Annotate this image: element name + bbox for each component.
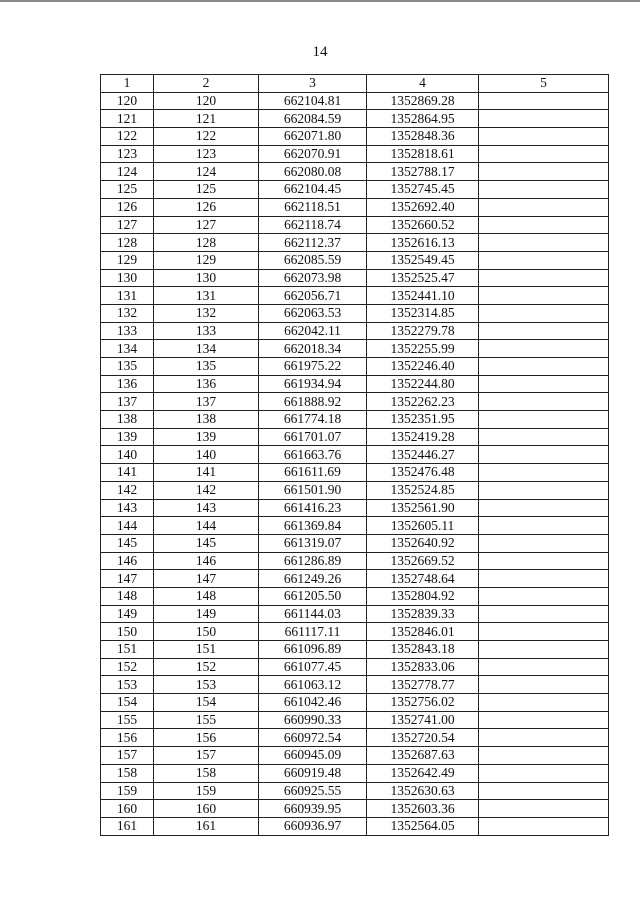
table-cell: 132 (101, 304, 154, 322)
table-row (101, 128, 609, 146)
table-cell (479, 499, 609, 517)
table-row (101, 782, 609, 800)
table-cell: 155 (154, 711, 259, 729)
table-row (101, 163, 609, 181)
table-row (101, 623, 609, 641)
coordinates-table (100, 74, 609, 836)
table-cell: 149 (154, 605, 259, 623)
table-cell: 145 (101, 534, 154, 552)
table-cell (479, 764, 609, 782)
table-row (101, 110, 609, 128)
table-cell: 1352262.23 (367, 393, 479, 411)
table-cell: 158 (101, 764, 154, 782)
table-cell: 661063.12 (259, 676, 367, 694)
table-cell: 157 (101, 747, 154, 765)
table-cell: 1352279.78 (367, 322, 479, 340)
table-cell: 1352818.61 (367, 145, 479, 163)
table-cell (479, 304, 609, 322)
table-cell: 121 (101, 110, 154, 128)
table-cell: 151 (154, 641, 259, 659)
table-cell: 1352869.28 (367, 92, 479, 110)
table-cell: 1352788.17 (367, 163, 479, 181)
table-cell: 152 (101, 658, 154, 676)
table-cell: 141 (154, 464, 259, 482)
table-cell: 1352642.49 (367, 764, 479, 782)
table-cell: 662073.98 (259, 269, 367, 287)
table-cell (479, 340, 609, 358)
table-row (101, 800, 609, 818)
table-cell: 147 (101, 570, 154, 588)
table-cell (479, 145, 609, 163)
table-cell: 161 (101, 817, 154, 835)
table-cell: 124 (154, 163, 259, 181)
table-cell: 1352669.52 (367, 552, 479, 570)
table-cell: 156 (154, 729, 259, 747)
table-cell (479, 570, 609, 588)
table-row (101, 411, 609, 429)
table-cell (479, 110, 609, 128)
table-cell: 662085.59 (259, 251, 367, 269)
table-row (101, 517, 609, 535)
table-cell: 151 (101, 641, 154, 659)
table-cell (479, 481, 609, 499)
table-row (101, 552, 609, 570)
table-cell: 661611.69 (259, 464, 367, 482)
table-cell: 662118.74 (259, 216, 367, 234)
table-cell (479, 747, 609, 765)
table-cell (479, 517, 609, 535)
table-cell (479, 800, 609, 818)
column-header: 4 (367, 75, 479, 93)
table-cell (479, 464, 609, 482)
page-number: 14 (312, 44, 328, 60)
table-cell: 140 (154, 446, 259, 464)
table-cell: 661369.84 (259, 517, 367, 535)
table-cell: 138 (154, 411, 259, 429)
table-cell: 662042.11 (259, 322, 367, 340)
table-cell: 662080.08 (259, 163, 367, 181)
table-cell: 1352476.48 (367, 464, 479, 482)
table-cell: 123 (154, 145, 259, 163)
table-cell: 153 (154, 676, 259, 694)
table-row (101, 764, 609, 782)
table-cell: 1352246.40 (367, 358, 479, 376)
table-cell (479, 605, 609, 623)
table-cell: 160 (101, 800, 154, 818)
table-cell: 1352561.90 (367, 499, 479, 517)
table-cell: 661205.50 (259, 587, 367, 605)
table-cell: 139 (101, 428, 154, 446)
table-cell (479, 694, 609, 712)
table-cell: 1352843.18 (367, 641, 479, 659)
table-cell: 1352778.77 (367, 676, 479, 694)
table-cell: 133 (101, 322, 154, 340)
table-row (101, 358, 609, 376)
table-cell (479, 782, 609, 800)
table-row (101, 304, 609, 322)
table-cell: 126 (101, 198, 154, 216)
table-cell: 661934.94 (259, 375, 367, 393)
table-cell: 126 (154, 198, 259, 216)
table-cell: 1352549.45 (367, 251, 479, 269)
table-cell: 147 (154, 570, 259, 588)
table-cell (479, 623, 609, 641)
table-cell: 144 (101, 517, 154, 535)
table-cell (479, 198, 609, 216)
table-row (101, 658, 609, 676)
table-cell: 1352833.06 (367, 658, 479, 676)
table-cell: 123 (101, 145, 154, 163)
table-cell: 129 (101, 251, 154, 269)
table-cell (479, 375, 609, 393)
table-cell: 148 (154, 587, 259, 605)
table-cell: 156 (101, 729, 154, 747)
table-row (101, 181, 609, 199)
table-cell (479, 181, 609, 199)
table-row (101, 676, 609, 694)
table-cell: 127 (154, 216, 259, 234)
table-cell: 125 (101, 181, 154, 199)
table-cell: 128 (101, 234, 154, 252)
table-cell: 140 (101, 446, 154, 464)
table-cell: 660945.09 (259, 747, 367, 765)
table-cell: 141 (101, 464, 154, 482)
table-cell: 662104.45 (259, 181, 367, 199)
column-header: 2 (154, 75, 259, 93)
table-cell: 134 (154, 340, 259, 358)
column-header: 3 (259, 75, 367, 93)
table-cell: 661663.76 (259, 446, 367, 464)
table-cell: 660972.54 (259, 729, 367, 747)
table-cell: 143 (154, 499, 259, 517)
table-row (101, 747, 609, 765)
table-cell: 143 (101, 499, 154, 517)
table-cell (479, 428, 609, 446)
table-cell: 142 (101, 481, 154, 499)
table-cell: 142 (154, 481, 259, 499)
table-cell: 1352351.95 (367, 411, 479, 429)
table-cell: 124 (101, 163, 154, 181)
table-row (101, 587, 609, 605)
table-cell: 660925.55 (259, 782, 367, 800)
table-cell (479, 287, 609, 305)
table-cell: 1352640.92 (367, 534, 479, 552)
table-cell: 662063.53 (259, 304, 367, 322)
table-cell: 135 (154, 358, 259, 376)
table-cell: 1352804.92 (367, 587, 479, 605)
table-cell (479, 234, 609, 252)
table-cell: 150 (101, 623, 154, 641)
table-row (101, 375, 609, 393)
table-cell: 662056.71 (259, 287, 367, 305)
table-cell: 1352255.99 (367, 340, 479, 358)
table-cell: 122 (154, 128, 259, 146)
table-cell: 662118.51 (259, 198, 367, 216)
table-cell (479, 251, 609, 269)
table-cell (479, 128, 609, 146)
table-cell: 121 (154, 110, 259, 128)
table-cell: 1352446.27 (367, 446, 479, 464)
table-cell: 159 (154, 782, 259, 800)
table-row (101, 499, 609, 517)
table-cell: 136 (154, 375, 259, 393)
table-row (101, 817, 609, 835)
top-border-line (0, 0, 640, 2)
table-row (101, 145, 609, 163)
table-cell: 130 (101, 269, 154, 287)
table-cell: 157 (154, 747, 259, 765)
table-row (101, 534, 609, 552)
table-row (101, 287, 609, 305)
table-row (101, 216, 609, 234)
table-cell: 136 (101, 375, 154, 393)
table-row (101, 269, 609, 287)
table-cell: 661144.03 (259, 605, 367, 623)
table-cell: 661975.22 (259, 358, 367, 376)
table-row (101, 234, 609, 252)
table-cell: 660936.97 (259, 817, 367, 835)
table-cell: 146 (101, 552, 154, 570)
table-cell: 1352605.11 (367, 517, 479, 535)
table-cell: 149 (101, 605, 154, 623)
table-cell: 661888.92 (259, 393, 367, 411)
table-cell: 660939.95 (259, 800, 367, 818)
table-cell: 145 (154, 534, 259, 552)
table-cell (479, 676, 609, 694)
table-cell: 661701.07 (259, 428, 367, 446)
table-row (101, 322, 609, 340)
table-row (101, 694, 609, 712)
table-cell: 1352564.05 (367, 817, 479, 835)
table-cell: 154 (154, 694, 259, 712)
table-header-row (101, 75, 609, 93)
table-cell: 1352745.45 (367, 181, 479, 199)
table-cell: 661319.07 (259, 534, 367, 552)
table-cell: 155 (101, 711, 154, 729)
table-row (101, 641, 609, 659)
table-cell: 127 (101, 216, 154, 234)
table-cell: 138 (101, 411, 154, 429)
table-cell: 146 (154, 552, 259, 570)
table-cell (479, 269, 609, 287)
table-cell: 154 (101, 694, 154, 712)
table-cell (479, 92, 609, 110)
table-cell: 133 (154, 322, 259, 340)
table-cell (479, 658, 609, 676)
table-cell: 152 (154, 658, 259, 676)
table-cell: 120 (154, 92, 259, 110)
table-cell: 130 (154, 269, 259, 287)
table-row (101, 605, 609, 623)
table-cell (479, 446, 609, 464)
table-cell: 1352630.63 (367, 782, 479, 800)
table-cell: 137 (154, 393, 259, 411)
table-row (101, 446, 609, 464)
table-row (101, 729, 609, 747)
table-cell: 662104.81 (259, 92, 367, 110)
table-cell (479, 587, 609, 605)
table-cell: 1352692.40 (367, 198, 479, 216)
table-cell: 1352441.10 (367, 287, 479, 305)
table-cell: 661501.90 (259, 481, 367, 499)
table-cell: 1352864.95 (367, 110, 479, 128)
table-cell: 1352756.02 (367, 694, 479, 712)
table-cell: 1352525.47 (367, 269, 479, 287)
table-cell: 1352244.80 (367, 375, 479, 393)
table-cell: 150 (154, 623, 259, 641)
table-cell: 662070.91 (259, 145, 367, 163)
table-row (101, 92, 609, 110)
table-row (101, 251, 609, 269)
table-cell (479, 552, 609, 570)
table-cell: 660919.48 (259, 764, 367, 782)
table-row (101, 428, 609, 446)
table-cell: 1352748.64 (367, 570, 479, 588)
table-cell: 128 (154, 234, 259, 252)
table-cell: 134 (101, 340, 154, 358)
table-cell: 662071.80 (259, 128, 367, 146)
table-cell: 1352603.36 (367, 800, 479, 818)
table-cell: 1352846.01 (367, 623, 479, 641)
table-cell (479, 729, 609, 747)
table-row (101, 481, 609, 499)
table-cell: 661096.89 (259, 641, 367, 659)
table-cell (479, 393, 609, 411)
table-cell (479, 817, 609, 835)
table-cell: 662084.59 (259, 110, 367, 128)
table-cell (479, 711, 609, 729)
table-cell: 135 (101, 358, 154, 376)
table-cell (479, 641, 609, 659)
table-row (101, 570, 609, 588)
table-cell: 120 (101, 92, 154, 110)
table-cell: 132 (154, 304, 259, 322)
table-cell: 1352741.00 (367, 711, 479, 729)
table-cell: 131 (101, 287, 154, 305)
table-cell: 1352848.36 (367, 128, 479, 146)
table-cell: 137 (101, 393, 154, 411)
table-cell: 661077.45 (259, 658, 367, 676)
table-row (101, 198, 609, 216)
table-cell: 144 (154, 517, 259, 535)
table-row (101, 464, 609, 482)
table-row (101, 393, 609, 411)
table-cell: 1352839.33 (367, 605, 479, 623)
table-cell: 1352419.28 (367, 428, 479, 446)
table-cell: 660990.33 (259, 711, 367, 729)
table-cell: 139 (154, 428, 259, 446)
table-cell: 1352720.54 (367, 729, 479, 747)
table-row (101, 711, 609, 729)
table-cell: 125 (154, 181, 259, 199)
table-cell (479, 216, 609, 234)
table-cell: 158 (154, 764, 259, 782)
table-cell: 1352524.85 (367, 481, 479, 499)
table-cell: 129 (154, 251, 259, 269)
table-cell: 1352687.63 (367, 747, 479, 765)
table-cell: 1352616.13 (367, 234, 479, 252)
table-cell: 131 (154, 287, 259, 305)
table-cell: 662112.37 (259, 234, 367, 252)
table-cell (479, 163, 609, 181)
table-cell: 661042.46 (259, 694, 367, 712)
table-cell: 159 (101, 782, 154, 800)
table-cell: 148 (101, 587, 154, 605)
table-cell (479, 358, 609, 376)
table-cell (479, 411, 609, 429)
table-cell (479, 322, 609, 340)
column-header: 1 (101, 75, 154, 93)
table-cell: 153 (101, 676, 154, 694)
table-cell: 662018.34 (259, 340, 367, 358)
column-header: 5 (479, 75, 609, 93)
table-cell: 661249.26 (259, 570, 367, 588)
table-cell: 661286.89 (259, 552, 367, 570)
table-body (101, 92, 609, 835)
table-cell: 661117.11 (259, 623, 367, 641)
table-cell: 661774.18 (259, 411, 367, 429)
table-cell: 1352314.85 (367, 304, 479, 322)
table-cell: 661416.23 (259, 499, 367, 517)
table-cell: 160 (154, 800, 259, 818)
table-cell: 1352660.52 (367, 216, 479, 234)
table-cell: 161 (154, 817, 259, 835)
table-row (101, 340, 609, 358)
table-cell (479, 534, 609, 552)
table-cell: 122 (101, 128, 154, 146)
